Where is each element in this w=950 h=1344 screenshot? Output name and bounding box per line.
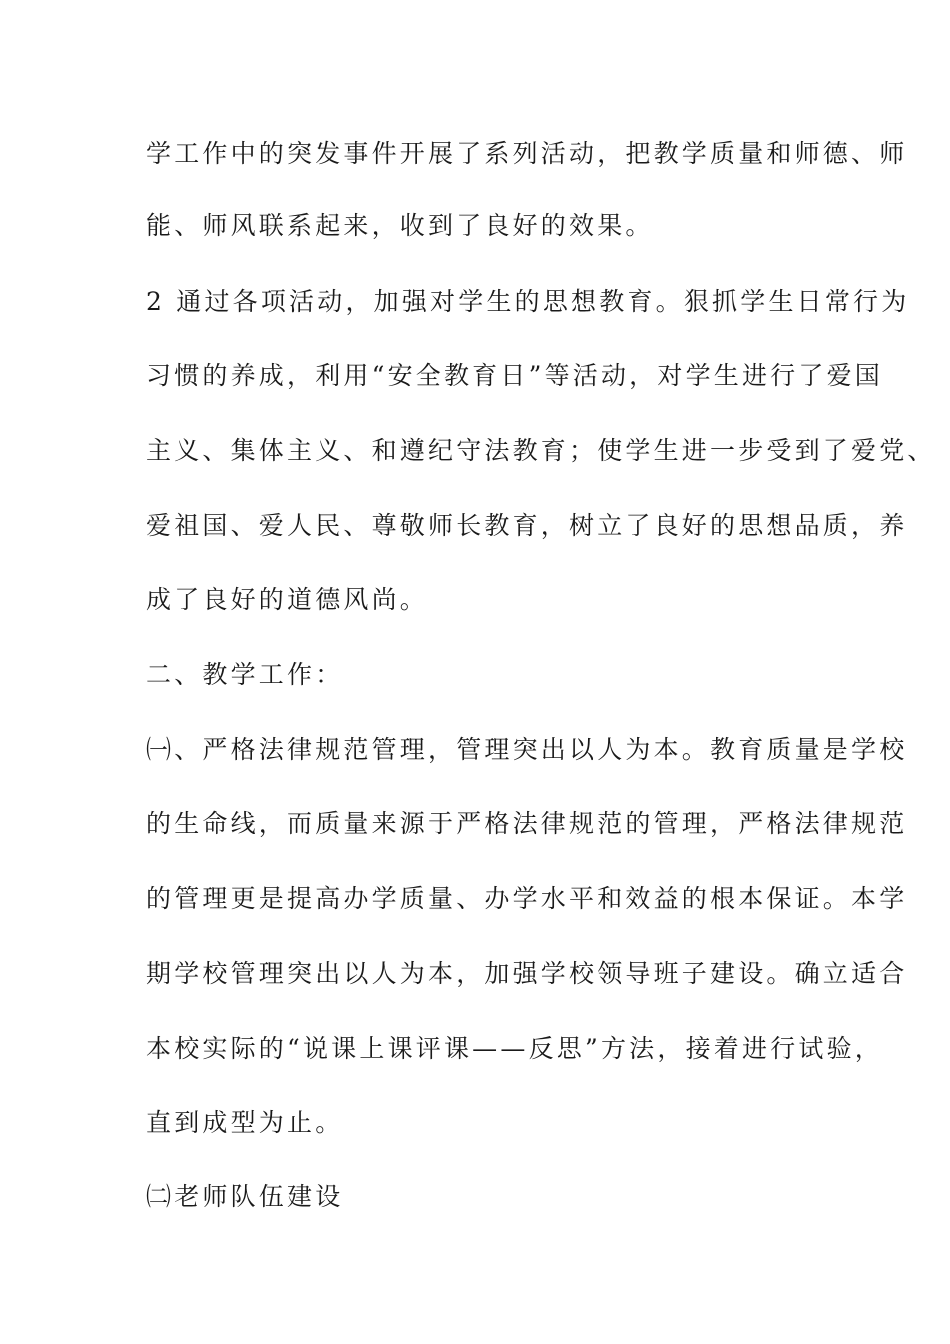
- text-line: 期学校管理突出以人为本，加强学校领导班子建设。确立适合: [146, 959, 908, 988]
- subsection-heading: ㈡老师队伍建设: [146, 1182, 344, 1211]
- text-line: 的生命线，而质量来源于严格法律规范的管理，严格法律规范: [146, 809, 908, 838]
- text-line: 主义、集体主义、和遵纪守法教育；使学生进一步受到了爱党、: [146, 436, 936, 465]
- text-line: 成了良好的道德风尚。: [146, 585, 429, 614]
- text-line: 的管理更是提高办学质量、办学水平和效益的根本保证。本学: [146, 884, 908, 913]
- text-line: 本校实际的“说课上课评课——反思”方法，接着进行试验，: [146, 1034, 883, 1063]
- text-line: 能、师风联系起来，收到了良好的效果。: [146, 211, 654, 240]
- text-line: 学工作中的突发事件开展了系列活动，把教学质量和师德、师: [146, 139, 908, 168]
- section-heading: 二、教学工作：: [146, 660, 344, 689]
- text-line: 爱祖国、爱人民、尊敬师长教育，树立了良好的思想品质，养: [146, 511, 908, 540]
- text-line: 直到成型为止。: [146, 1108, 344, 1137]
- text-line: 习惯的养成，利用“安全教育日”等活动，对学生进行了爱国: [146, 361, 883, 390]
- text-line: 2 通过各项活动，加强对学生的思想教育。狠抓学生日常行为: [146, 287, 910, 316]
- text-line: ㈠、严格法律规范管理，管理突出以人为本。教育质量是学校: [146, 735, 908, 764]
